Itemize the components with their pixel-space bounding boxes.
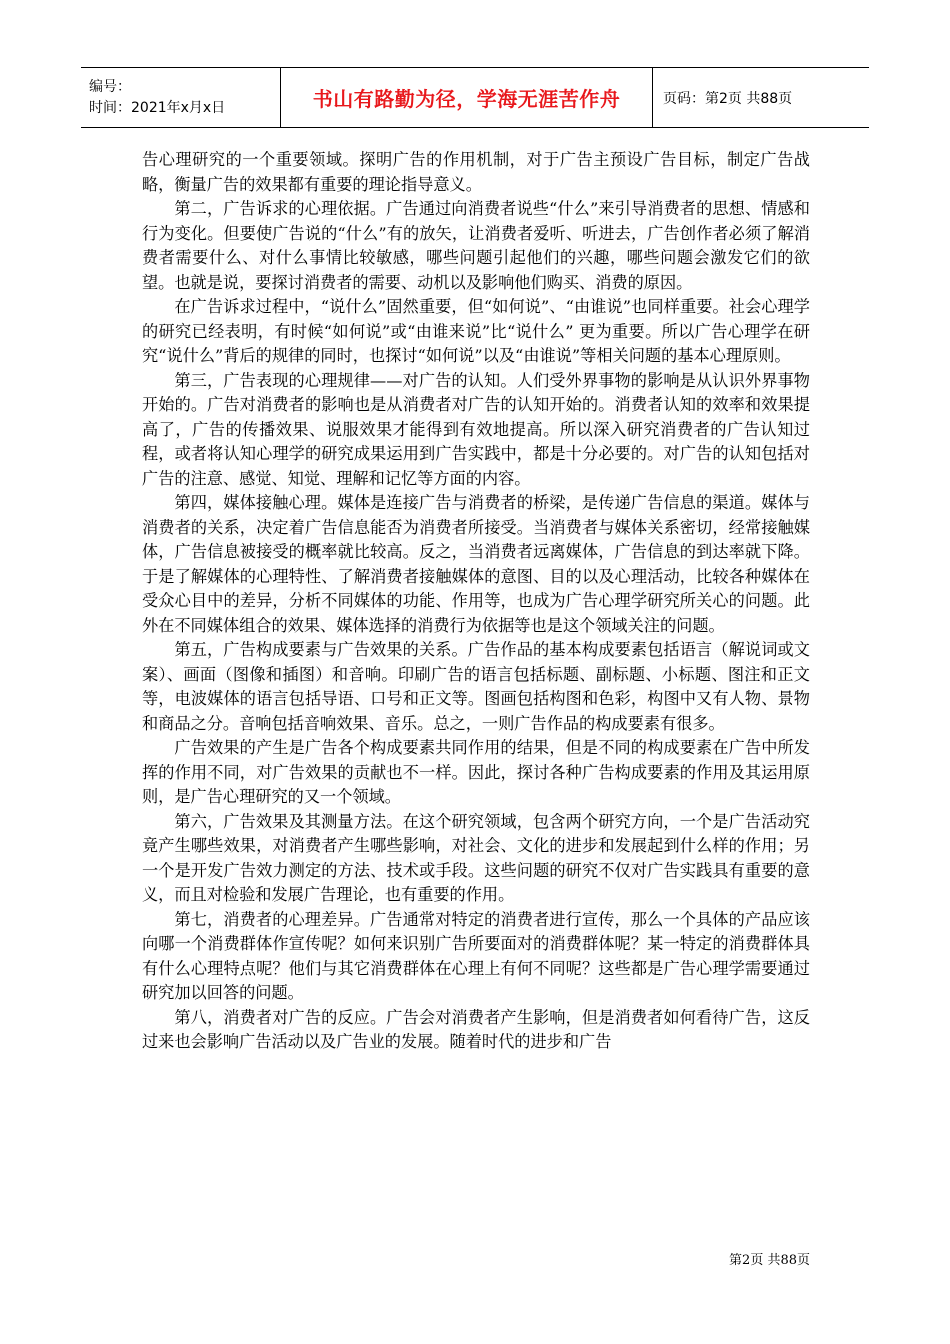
paragraph: 在广告诉求过程中，“说什么”固然重要，但“如何说”、“由谁说”也同样重要。社会心理学的研究已经表明，有时候“如何说”或“由谁来说”比“说什么” 更为重要。所以广告心理学在研究“说什么”背后的规律的同时，也探讨“如何说”以及“由谁说”等相关问题的基本心理原则。 bbox=[142, 297, 810, 365]
header-time: 时间：2021年x月x日 bbox=[89, 99, 226, 116]
paragraph: 第三，广告表现的心理规律——对广告的认知。人们受外界事物的影响是从认识外界事物开始的。广告对消费者的影响也是从消费者对广告的认知开始的。消费者认知的效率和效果提高了，广告的传播效果、说服效果才能得到有效地提高。所以深入研究消费者的广告认知过程，或者将认知心理学的研究成果运用到广告实践中，都是十分必要的。对广告的认知包括对广告的注意、感觉、知觉、理解和记忆等方面的内容。 bbox=[142, 370, 810, 488]
header-motto: 书山有路勤为径，学海无涯苦作舟 bbox=[281, 68, 653, 127]
paragraph: 第六，广告效果及其测量方法。在这个研究领域，包含两个研究方向，一个是广告活动究竟产生哪些效果，对消费者产生哪些影响，对社会、文化的进步和发展起到什么样的作用；另一个是开发广告效力测定的方法、技术或手段。这些问题的研究不仅对广告实践具有重要的意义，而且对检验和发展广告理论，也有重要的作用。 bbox=[142, 811, 810, 904]
paragraph: 第八，消费者对广告的反应。广告会对消费者产生影响，但是消费者如何看待广告，这反过来也会影响广告活动以及广告业的发展。随着时代的进步和广告 bbox=[142, 1007, 810, 1051]
header-meta bbox=[81, 68, 281, 127]
header-page-info: 页码：第2页 共88页 bbox=[663, 90, 793, 107]
paragraph: 第七，消费者的心理差异。广告通常对特定的消费者进行宣传，那么一个具体的产品应该向哪一个消费群体作宣传呢？如何来识别广告所要面对的消费群体呢？某一特定的消费群体具有什么心理特点呢？他们与其它消费群体在心理上有何不同呢？这些都是广告心理学需要通过研究加以回答的问题。 bbox=[142, 909, 810, 1002]
header-number: 编号： bbox=[89, 78, 131, 95]
body-text bbox=[142, 148, 810, 1055]
page-footer: 第2页 共88页 bbox=[729, 1253, 810, 1268]
page-header bbox=[81, 67, 869, 128]
paragraph: 告心理研究的一个重要领域。探明广告的作用机制，对于广告主预设广告目标，制定广告战略，衡量广告的效果都有重要的理论指导意义。 bbox=[142, 150, 810, 194]
paragraph: 第二，广告诉求的心理依据。广告通过向消费者说些“什么”来引导消费者的思想、情感和行为变化。但要使广告说的“什么”有的放矢，让消费者爱听、听进去，广告创作者必须了解消费者需要什么、对什么事情比较敏感，哪些问题引起他们的兴趣，哪些问题会激发它们的欲望。也就是说，要探讨消费者的需要、动机以及影响他们购买、消费的原因。 bbox=[142, 199, 810, 292]
paragraph: 第四，媒体接触心理。媒体是连接广告与消费者的桥梁，是传递广告信息的渠道。媒体与消费者的关系，决定着广告信息能否为消费者所接受。当消费者与媒体关系密切，经常接触媒体，广告信息被接受的概率就比较高。反之，当消费者远离媒体，广告信息的到达率就下降。于是了解媒体的心理特性、了解消费者接触媒体的意图、目的以及心理活动，比较各种媒体在受众心目中的差异，分析不同媒体的功能、作用等，也成为广告心理学研究所关心的问题。此外在不同媒体组合的效果、媒体选择的消费行为依据等也是这个领域关注的问题。 bbox=[142, 493, 810, 635]
paragraph: 广告效果的产生是广告各个构成要素共同作用的结果，但是不同的构成要素在广告中所发挥的作用不同，对广告效果的贡献也不一样。因此，探讨各种广告构成要素的作用及其运用原则，是广告心理研究的又一个领域。 bbox=[142, 738, 810, 806]
paragraph: 第五，广告构成要素与广告效果的关系。广告作品的基本构成要素包括语言（解说词或文案）、画面（图像和插图）和音响。印刷广告的语言包括标题、副标题、小标题、图注和正文等，电波媒体的语言包括导语、口号和正文等。图画包括构图和色彩，构图中又有人物、景物和商品之分。音响包括音响效果、音乐。总之，一则广告作品的构成要素有很多。 bbox=[142, 640, 810, 733]
